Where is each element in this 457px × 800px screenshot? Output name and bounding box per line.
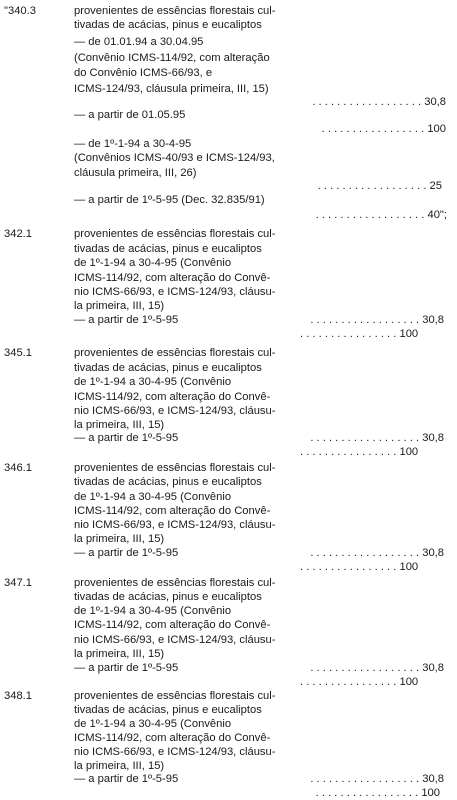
entry-line: cláusula primeira, III, 26) [74,167,197,179]
entry-line: nio ICMS-66/93, e ICMS-124/93, cláusu- [74,746,276,758]
entry-code: 348.1 [4,690,32,702]
entry-line: do Convênio ICMS-66/93, e [74,67,213,79]
entry-line: ICMS-114/92, com alteração do Convê- [74,505,271,517]
entry-line: provenientes de essências florestais cul- [74,5,276,17]
entry-line: — de 01.01.94 a 30.04.95 [74,36,204,48]
entry-line: nio ICMS-66/93, e ICMS-124/93, cláusu- [74,405,276,417]
entry-line: nio ICMS-66/93, e ICMS-124/93, cláusu- [74,519,276,531]
entry-line: provenientes de essências florestais cul- [74,347,276,359]
entry-line: — a partir de 1º-5-95 [74,547,179,559]
entry-line: de 1º-1-94 a 30-4-95 (Convênio [74,491,232,503]
rate-value: . . . . . . . . . . . . . . . . . . 40"; [315,209,447,221]
entry-code: 346.1 [4,462,32,474]
entry-line: (Convênios ICMS-40/93 e ICMS-124/93, [74,152,275,164]
entry-line: — a partir de 1º-5-95 (Dec. 32.835/91) [74,194,265,206]
entry-line: ICMS-114/92, com alteração do Convê- [74,391,271,403]
entry-line: ICMS-114/92, com alteração do Convê- [74,619,271,631]
rate-value: . . . . . . . . . . . . . . . . . . 30,8 [310,547,444,559]
entry-line: la primeira, III, 15) [74,648,165,660]
entry-line: provenientes de essências florestais cul- [74,690,276,702]
rate-value: . . . . . . . . . . . . . . . . 100 [300,676,419,688]
entry-line: ICMS-124/93, cláusula primeira, III, 15) [74,83,269,95]
entry-line: de 1º-1-94 a 30-4-95 (Convênio [74,376,232,388]
entry-line: nio ICMS-66/93, e ICMS-124/93, cláusu- [74,634,276,646]
rate-value: . . . . . . . . . . . . . . . . . . 25 [317,180,442,192]
entry-line: — a partir de 1º-5-95 [74,773,179,785]
entry-line: la primeira, III, 15) [74,300,165,312]
entry-line: de 1º-1-94 a 30-4-95 (Convênio [74,605,232,617]
entry-line: — a partir de 1º-5-95 [74,314,179,326]
entry-line: la primeira, III, 15) [74,419,165,431]
rate-value: . . . . . . . . . . . . . . . . . . 30,8 [310,662,444,674]
rate-value: . . . . . . . . . . . . . . . . 100 [300,561,419,573]
rate-value: . . . . . . . . . . . . . . . . . 100 [315,787,440,799]
rate-value: . . . . . . . . . . . . . . . . . . 30,8 [310,432,444,444]
entry-line: nio ICMS-66/93, e ICMS-124/93, cláusu- [74,286,276,298]
entry-code: 345.1 [4,347,32,359]
entry-line: — a partir de 1º-5-95 [74,662,179,674]
rate-value: . . . . . . . . . . . . . . . . . 100 [321,123,446,135]
entry-line: de 1º-1-94 a 30-4-95 (Convênio [74,257,232,269]
entry-line: — a partir de 01.05.95 [74,109,186,121]
rate-value: . . . . . . . . . . . . . . . . 100 [300,446,419,458]
rate-value: . . . . . . . . . . . . . . . . . . 30,8 [312,96,446,108]
rate-value: . . . . . . . . . . . . . . . . . . 30,8 [310,314,444,326]
entry-code: 347.1 [4,577,32,589]
entry-line: tivadas de acácias, pinus e eucaliptos [74,19,262,31]
entry-line: — a partir de 1º-5-95 [74,432,179,444]
entry-line: provenientes de essências florestais cul- [74,577,276,589]
entry-line: — de 1º-1-94 a 30-4-95 [74,138,192,150]
entry-code: 342.1 [4,228,32,240]
entry-line: ICMS-114/92, com alteração do Convê- [74,732,271,744]
entry-line: ICMS-114/92, com alteração do Convê- [74,272,271,284]
entry-code: "340.3 [4,5,36,17]
entry-line: tivadas de acácias, pinus e eucaliptos [74,362,262,374]
entry-line: tivadas de acácias, pinus e eucaliptos [74,476,262,488]
entry-line: la primeira, III, 15) [74,760,165,772]
entry-line: tivadas de acácias, pinus e eucaliptos [74,704,262,716]
entry-line: provenientes de essências florestais cul- [74,462,276,474]
entry-line: tivadas de acácias, pinus e eucaliptos [74,591,262,603]
rate-value: . . . . . . . . . . . . . . . . 100 [300,328,419,340]
rate-value: . . . . . . . . . . . . . . . . . . 30,8 [310,773,444,785]
entry-line: tivadas de acácias, pinus e eucaliptos [74,243,262,255]
entry-line: provenientes de essências florestais cul- [74,228,276,240]
entry-line: la primeira, III, 15) [74,533,165,545]
entry-line: de 1º-1-94 a 30-4-95 (Convênio [74,718,232,730]
entry-line: (Convênio ICMS-114/92, com alteração [74,52,270,64]
